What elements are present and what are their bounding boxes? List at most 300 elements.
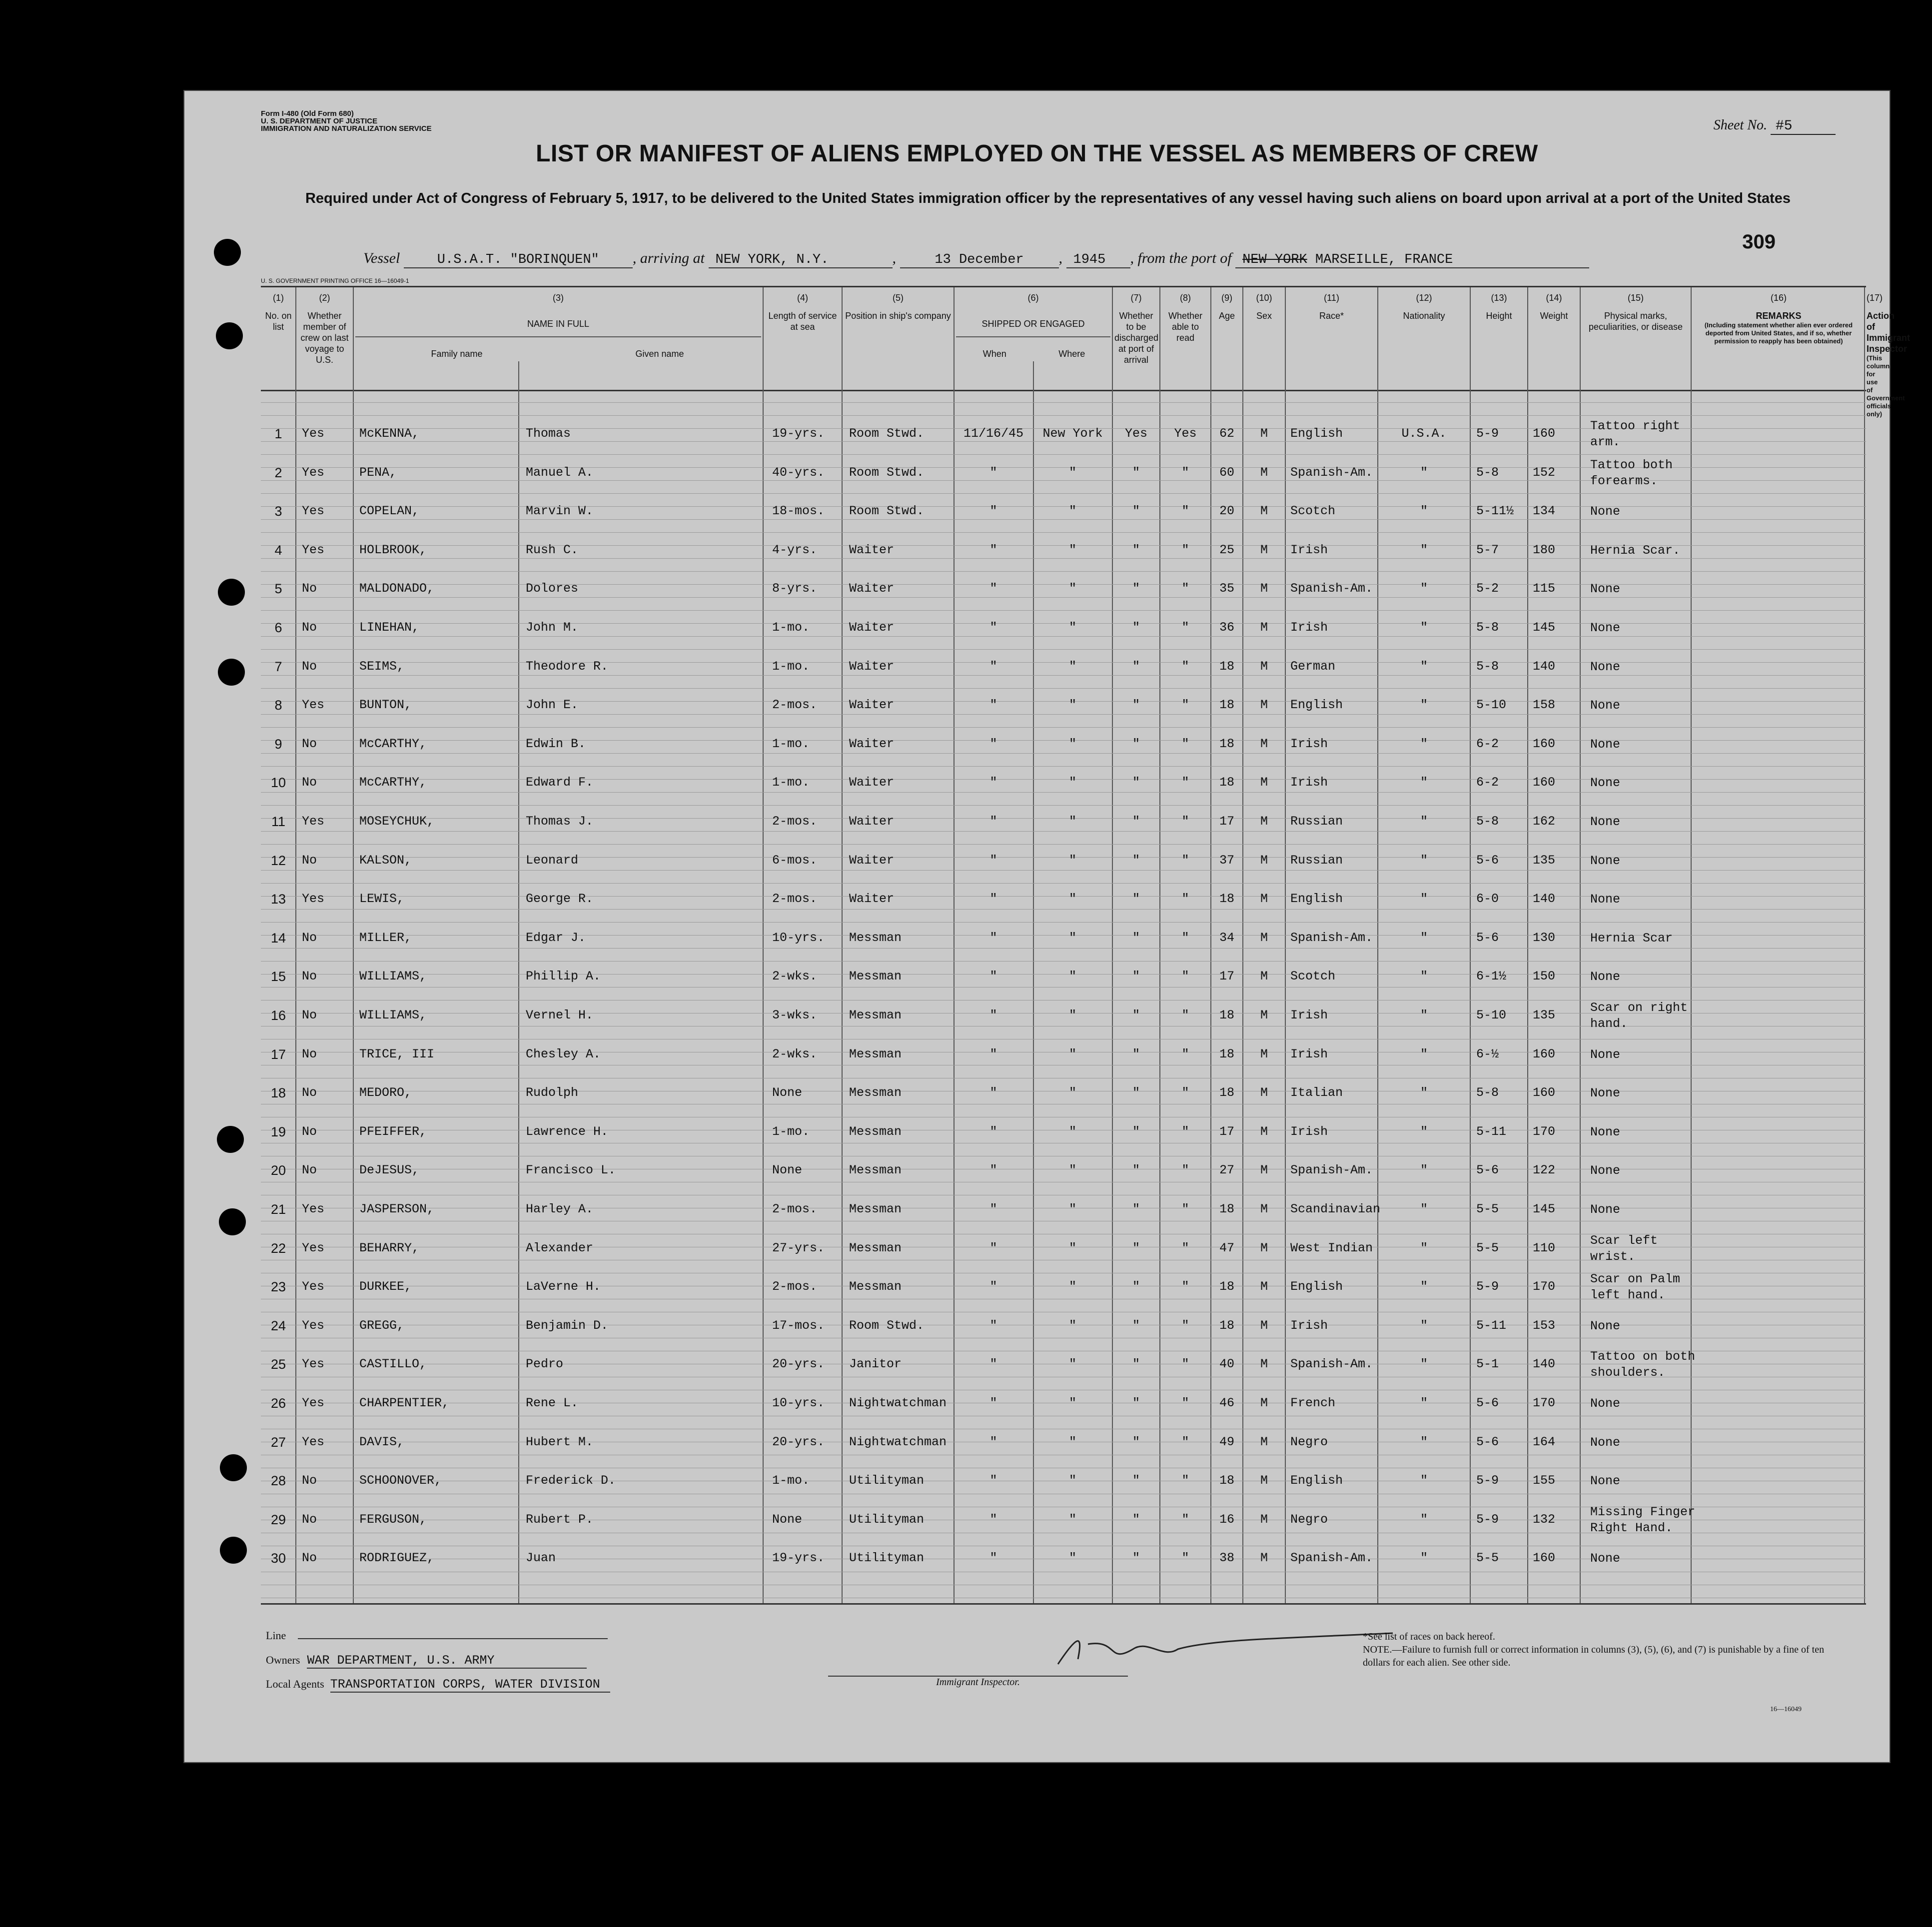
cell-race: Irish (1290, 775, 1328, 790)
footer-agents (266, 1677, 610, 1693)
cell-when: " (989, 1357, 997, 1372)
cell-sex: M (1260, 1008, 1268, 1022)
cell-marks: Tattoo right arm. (1590, 419, 1681, 449)
column-header (1691, 287, 1866, 391)
cell-weight: 145 (1533, 1202, 1556, 1216)
cell-given: Vernel H. (526, 1008, 594, 1022)
cell-height: 5-5 (1476, 1202, 1499, 1216)
cell-height: 5-9 (1476, 1279, 1499, 1294)
cell-family: CASTILLO, (359, 1357, 427, 1372)
cell-disch: " (1132, 1240, 1140, 1255)
cell-weight: 162 (1533, 814, 1556, 829)
cell-age: 46 (1219, 1396, 1234, 1410)
cell-age: 18 (1219, 1202, 1234, 1216)
ruling-line (261, 844, 1866, 845)
cell-disch: " (1132, 581, 1140, 596)
cell-weight: 160 (1533, 736, 1556, 751)
cell-marks: Hernia Scar (1590, 931, 1673, 946)
cell-given: Edgar J. (526, 930, 586, 945)
cell-given: George R. (526, 892, 594, 907)
column-header (1243, 287, 1285, 391)
cell-last: Yes (302, 465, 325, 480)
cell-where: " (1068, 1124, 1076, 1139)
cell-read: " (1181, 620, 1189, 635)
inspector-line (828, 1676, 1128, 1688)
cell-marks: Scar on Palm left hand. (1590, 1272, 1681, 1303)
cell-when: " (989, 969, 997, 984)
cell-age: 18 (1219, 1046, 1234, 1061)
cell-race: Russian (1290, 814, 1343, 829)
cell-read: " (1181, 736, 1189, 751)
cell-service: None (772, 1512, 803, 1527)
cell-family: FERGUSON, (359, 1512, 427, 1527)
cell-height: 5-10 (1476, 1008, 1507, 1022)
cell-nat: " (1420, 892, 1428, 907)
cell-last: Yes (302, 1318, 325, 1333)
column-header (261, 287, 296, 391)
cell-given: Thomas J. (526, 814, 594, 829)
cell-race: Irish (1290, 1318, 1328, 1333)
cell-nat: " (1420, 1318, 1428, 1333)
department-name: U. S. DEPARTMENT OF JUSTICE (261, 117, 378, 125)
cell-sex: M (1260, 969, 1268, 984)
cell-when: 11/16/45 (963, 426, 1024, 441)
cell-where: " (1068, 504, 1076, 519)
cell-position: Messman (849, 1008, 902, 1022)
column-header (1378, 287, 1470, 391)
cell-position: Messman (849, 1163, 902, 1178)
cell-service: 2-mos. (772, 1279, 818, 1294)
cell-where: " (1068, 1163, 1076, 1178)
cell-last: No (302, 1512, 317, 1527)
cell-family: BUNTON, (359, 698, 412, 713)
cell-service: 2-wks. (772, 1046, 818, 1061)
cell-height: 5-6 (1476, 1396, 1499, 1410)
cell-no: 21 (270, 1202, 286, 1217)
cell-nat: " (1420, 930, 1428, 945)
line-label: Line (266, 1629, 286, 1642)
cell-height: 6-1½ (1476, 969, 1507, 984)
cell-height: 5-8 (1476, 465, 1499, 480)
cell-race: Scotch (1290, 504, 1336, 519)
cell-age: 16 (1219, 1512, 1234, 1527)
cell-where: " (1068, 1434, 1076, 1449)
cell-family: SEIMS, (359, 659, 405, 674)
cell-marks: None (1590, 892, 1621, 907)
cell-when: " (989, 1008, 997, 1022)
column-label: REMARKS (1756, 311, 1802, 321)
cell-nat: " (1420, 775, 1428, 790)
cell-disch: " (1132, 1318, 1140, 1333)
cell-disch: " (1132, 1008, 1140, 1022)
cell-read: " (1181, 1551, 1189, 1566)
ruling-line (261, 909, 1866, 910)
cell-height: 5-8 (1476, 814, 1499, 829)
manifest-sheet (183, 90, 1911, 1763)
punch-hole (220, 1454, 247, 1481)
cell-age: 25 (1219, 542, 1234, 557)
cell-given: Hubert M. (526, 1434, 594, 1449)
cell-service: 20-yrs. (772, 1434, 825, 1449)
sheet-number-label: Sheet No. (1713, 117, 1767, 133)
cell-read: " (1181, 1163, 1189, 1178)
arrival-year: 1945 (1066, 252, 1130, 268)
punch-hole (216, 322, 243, 349)
cell-position: Messman (849, 930, 902, 945)
ruling-line (261, 610, 1866, 611)
cell-last: No (302, 775, 317, 790)
cell-weight: 140 (1533, 1357, 1556, 1372)
cell-marks: None (1590, 659, 1621, 674)
form-code: 16—16049 (1770, 1706, 1802, 1713)
column-header (1112, 287, 1160, 391)
cell-where: " (1068, 1396, 1076, 1410)
cell-sex: M (1260, 1124, 1268, 1139)
cell-when: " (989, 853, 997, 868)
cell-service: 2-mos. (772, 814, 818, 829)
ruling-line (261, 727, 1866, 728)
cell-family: PENA, (359, 465, 397, 480)
cell-service: 1-mo. (772, 775, 810, 790)
cell-family: JASPERSON, (359, 1202, 435, 1216)
cell-height: 5-8 (1476, 1085, 1499, 1100)
cell-age: 36 (1219, 620, 1234, 635)
cell-height: 5-5 (1476, 1240, 1499, 1255)
cell-when: " (989, 1046, 997, 1061)
cell-marks: None (1590, 1124, 1621, 1139)
cell-read: " (1181, 775, 1189, 790)
cell-last: No (302, 1085, 317, 1100)
cell-marks: None (1590, 1474, 1621, 1489)
cell-disch: " (1132, 775, 1140, 790)
cell-nat: " (1420, 620, 1428, 635)
cell-read: " (1181, 659, 1189, 674)
cell-race: Irish (1290, 542, 1328, 557)
ruling-line (261, 961, 1866, 962)
ruling-line (261, 753, 1866, 754)
cell-read: " (1181, 1085, 1189, 1100)
cell-sex: M (1260, 1085, 1268, 1100)
cell-given: Francisco L. (526, 1163, 616, 1178)
cell-read: " (1181, 853, 1189, 868)
cell-nat: " (1420, 1473, 1428, 1488)
cell-height: 6-2 (1476, 775, 1499, 790)
cell-where: " (1068, 736, 1076, 751)
cell-when: " (989, 1124, 997, 1139)
cell-nat: " (1420, 465, 1428, 480)
cell-read: " (1181, 1473, 1189, 1488)
cell-sex: M (1260, 659, 1268, 674)
cell-service: 6-mos. (772, 853, 818, 868)
cell-when: " (989, 1240, 997, 1255)
cell-last: Yes (302, 426, 325, 441)
cell-family: GREGG, (359, 1318, 405, 1333)
cell-family: TRICE, III (359, 1046, 435, 1061)
cell-sex: M (1260, 1551, 1268, 1566)
race-note: *See list of races on back hereof. (1363, 1631, 1495, 1642)
cell-height: 5-6 (1476, 853, 1499, 868)
cell-given: Rubert P. (526, 1512, 594, 1527)
cell-family: WILLIAMS, (359, 1008, 427, 1022)
cell-nat: " (1420, 542, 1428, 557)
cell-disch: " (1132, 930, 1140, 945)
cell-age: 17 (1219, 969, 1234, 984)
cell-last: No (302, 736, 317, 751)
cell-weight: 132 (1533, 1512, 1556, 1527)
cell-position: Waiter (849, 775, 895, 790)
column-label: Whether able to read (1168, 311, 1203, 343)
column-number: (8) (1180, 293, 1191, 303)
cell-nat: " (1420, 504, 1428, 519)
cell-nat: " (1420, 1163, 1428, 1178)
column-number: (5) (893, 293, 904, 303)
agents-value: TRANSPORTATION CORPS, WATER DIVISION (330, 1677, 610, 1693)
cell-last: Yes (302, 1240, 325, 1255)
cell-read: " (1181, 1512, 1189, 1527)
cell-last: Yes (302, 1279, 325, 1294)
cell-service: 8-yrs. (772, 581, 818, 596)
cell-no: 10 (270, 775, 286, 791)
cell-nat: " (1420, 1124, 1428, 1139)
service-name: IMMIGRATION AND NATURALIZATION SERVICE (261, 124, 432, 133)
page-title: LIST OR MANIFEST OF ALIENS EMPLOYED ON THE VESSEL AS MEMBERS OF CREW (536, 140, 1538, 167)
crew-table (261, 286, 1911, 1605)
cell-race: German (1290, 659, 1336, 674)
cell-where: " (1068, 1240, 1076, 1255)
cell-family: WILLIAMS, (359, 969, 427, 984)
inspector-label: Immigrant Inspector. (936, 1677, 1020, 1688)
cell-last: No (302, 1008, 317, 1022)
cell-last: Yes (302, 892, 325, 907)
cell-family: LEWIS, (359, 892, 405, 907)
cell-when: " (989, 775, 997, 790)
ruling-line (261, 649, 1866, 650)
cell-marks: Scar left wrist. (1590, 1233, 1658, 1264)
cell-weight: 145 (1533, 620, 1556, 635)
cell-no: 23 (270, 1279, 286, 1295)
cell-no: 25 (270, 1357, 286, 1372)
cell-weight: 160 (1533, 426, 1556, 441)
cell-where: " (1068, 1008, 1076, 1022)
cell-race: English (1290, 892, 1343, 907)
cell-weight: 180 (1533, 542, 1556, 557)
cell-where: " (1068, 1085, 1076, 1100)
cell-nat: U.S.A. (1401, 426, 1447, 441)
cell-marks: None (1590, 582, 1621, 597)
cell-when: " (989, 930, 997, 945)
form-number: Form I-480 (Old Form 680) (261, 109, 354, 118)
cell-where: " (1068, 1318, 1076, 1333)
cell-sex: M (1260, 1357, 1268, 1372)
cell-given: Lawrence H. (526, 1124, 609, 1139)
cell-marks: None (1590, 853, 1621, 868)
cell-where: " (1068, 930, 1076, 945)
cell-where: " (1068, 542, 1076, 557)
cell-position: Waiter (849, 853, 895, 868)
punch-hole (218, 659, 245, 686)
cell-nat: " (1420, 659, 1428, 674)
cell-age: 17 (1219, 814, 1234, 829)
cell-family: McCARTHY, (359, 736, 427, 751)
cell-given: Rene L. (526, 1396, 579, 1410)
cell-family: DAVIS, (359, 1434, 405, 1449)
cell-when: " (989, 1551, 997, 1566)
column-header (1160, 287, 1211, 391)
cell-where: " (1068, 1551, 1076, 1566)
column-number: (9) (1221, 293, 1232, 303)
cell-sex: M (1260, 853, 1268, 868)
cell-marks: None (1590, 1318, 1621, 1333)
cell-weight: 130 (1533, 930, 1556, 945)
column-header (1470, 287, 1528, 391)
cell-no: 16 (270, 1008, 286, 1023)
cell-read: " (1181, 1434, 1189, 1449)
column-sublabel: Given name (635, 349, 684, 359)
cell-family: McKENNA, (359, 426, 420, 441)
cell-age: 18 (1219, 892, 1234, 907)
ruling-line (261, 571, 1866, 572)
cell-nat: " (1420, 1085, 1428, 1100)
cell-last: No (302, 1163, 317, 1178)
cell-read: " (1181, 1008, 1189, 1022)
cell-marks: None (1590, 1086, 1621, 1101)
cell-family: RODRIGUEZ, (359, 1551, 435, 1566)
cell-service: 1-mo. (772, 1124, 810, 1139)
cell-weight: 153 (1533, 1318, 1556, 1333)
cell-where: " (1068, 620, 1076, 635)
cell-position: Messman (849, 1046, 902, 1061)
cell-read: Yes (1174, 426, 1197, 441)
cell-no: 7 (274, 659, 282, 674)
cell-weight: 134 (1533, 504, 1556, 519)
cell-service: None (772, 1085, 803, 1100)
arrival-port: NEW YORK, N.Y. (709, 252, 893, 268)
column-number: (14) (1546, 293, 1562, 303)
arrival-date: 13 December (900, 252, 1059, 268)
vessel-name: U.S.A.T. "BORINQUEN" (404, 252, 633, 268)
cell-disch: " (1132, 620, 1140, 635)
cell-height: 5-9 (1476, 1473, 1499, 1488)
cell-read: " (1181, 542, 1189, 557)
cell-weight: 170 (1533, 1124, 1556, 1139)
cell-sex: M (1260, 504, 1268, 519)
cell-marks: None (1590, 815, 1621, 829)
cell-nat: " (1420, 1240, 1428, 1255)
cell-race: Scandinavian (1290, 1202, 1381, 1216)
subcolumn-rule (518, 361, 519, 1603)
ruling-line (261, 883, 1866, 884)
cell-when: " (989, 1279, 997, 1294)
cell-given: Alexander (526, 1240, 594, 1255)
cell-age: 18 (1219, 698, 1234, 713)
cell-marks: Tattoo both forearms. (1590, 457, 1673, 488)
cell-given: Thomas (526, 426, 571, 441)
cell-when: " (989, 1085, 997, 1100)
cell-given: Marvin W. (526, 504, 594, 519)
column-label: Height (1486, 311, 1512, 321)
cell-race: French (1290, 1396, 1336, 1410)
cell-nat: " (1420, 1551, 1428, 1566)
cell-height: 5-7 (1476, 542, 1499, 557)
cell-service: 10-yrs. (772, 1396, 825, 1410)
cell-when: " (989, 659, 997, 674)
column-label: Whether member of crew on last voyage to U.S. (300, 311, 349, 365)
punch-hole (214, 239, 241, 266)
cell-disch: " (1132, 1434, 1140, 1449)
column-label: SHIPPED OR ENGAGED (956, 318, 1110, 337)
owners-label: Owners (266, 1654, 300, 1666)
cell-service: 1-mo. (772, 736, 810, 751)
cell-sex: M (1260, 581, 1268, 596)
ruling-line (261, 805, 1866, 806)
cell-no: 15 (270, 969, 286, 984)
column-number: (1) (273, 293, 284, 303)
cell-where: " (1068, 659, 1076, 674)
cell-age: 34 (1219, 930, 1234, 945)
cell-height: 5-8 (1476, 620, 1499, 635)
cell-when: " (989, 542, 997, 557)
cell-weight: 170 (1533, 1279, 1556, 1294)
cell-last: Yes (302, 1202, 325, 1216)
cell-sex: M (1260, 775, 1268, 790)
cell-sex: M (1260, 426, 1268, 441)
cell-last: No (302, 1473, 317, 1488)
cell-last: No (302, 1046, 317, 1061)
cell-where: " (1068, 892, 1076, 907)
from-port-label: , from the port of (1130, 250, 1232, 266)
cell-weight: 140 (1533, 892, 1556, 907)
cell-where: " (1068, 853, 1076, 868)
cell-marks: Tattoo on both shoulders. (1590, 1349, 1696, 1380)
column-rule (763, 287, 764, 1603)
cell-height: 5-2 (1476, 581, 1499, 596)
cell-when: " (989, 814, 997, 829)
column-header (353, 287, 763, 391)
page-subtitle: Required under Act of Congress of February 5, 1917, to be delivered to the United States immigration officer by the representatives of any vessel having such aliens on board upon arrival at a port of the United States (305, 190, 1791, 206)
vessel-label: Vessel (363, 250, 400, 266)
cell-no: 3 (274, 504, 282, 519)
cell-age: 60 (1219, 465, 1234, 480)
cell-weight: 110 (1533, 1240, 1556, 1255)
column-number: (10) (1256, 293, 1272, 303)
cell-disch: " (1132, 1124, 1140, 1139)
column-rule (1527, 287, 1528, 1603)
cell-race: English (1290, 1473, 1343, 1488)
cell-height: 5-11 (1476, 1124, 1507, 1139)
cell-when: " (989, 1202, 997, 1216)
cell-no: 24 (270, 1318, 286, 1333)
cell-nat: " (1420, 1357, 1428, 1372)
cell-read: " (1181, 1124, 1189, 1139)
cell-given: Dolores (526, 581, 579, 596)
cell-nat: " (1420, 698, 1428, 713)
cell-given: Rush C. (526, 542, 579, 557)
cell-nat: " (1420, 1279, 1428, 1294)
cell-service: 1-mo. (772, 1473, 810, 1488)
cell-position: Messman (849, 1202, 902, 1216)
cell-read: " (1181, 892, 1189, 907)
cell-when: " (989, 1434, 997, 1449)
cell-last: No (302, 1124, 317, 1139)
form-info (261, 110, 432, 132)
cell-service: 10-yrs. (772, 930, 825, 945)
cell-sex: M (1260, 542, 1268, 557)
ruling-line (261, 714, 1866, 715)
cell-weight: 160 (1533, 1046, 1556, 1061)
cell-race: Scotch (1290, 969, 1336, 984)
cell-marks: None (1590, 776, 1621, 791)
cell-given: Theodore R. (526, 659, 609, 674)
